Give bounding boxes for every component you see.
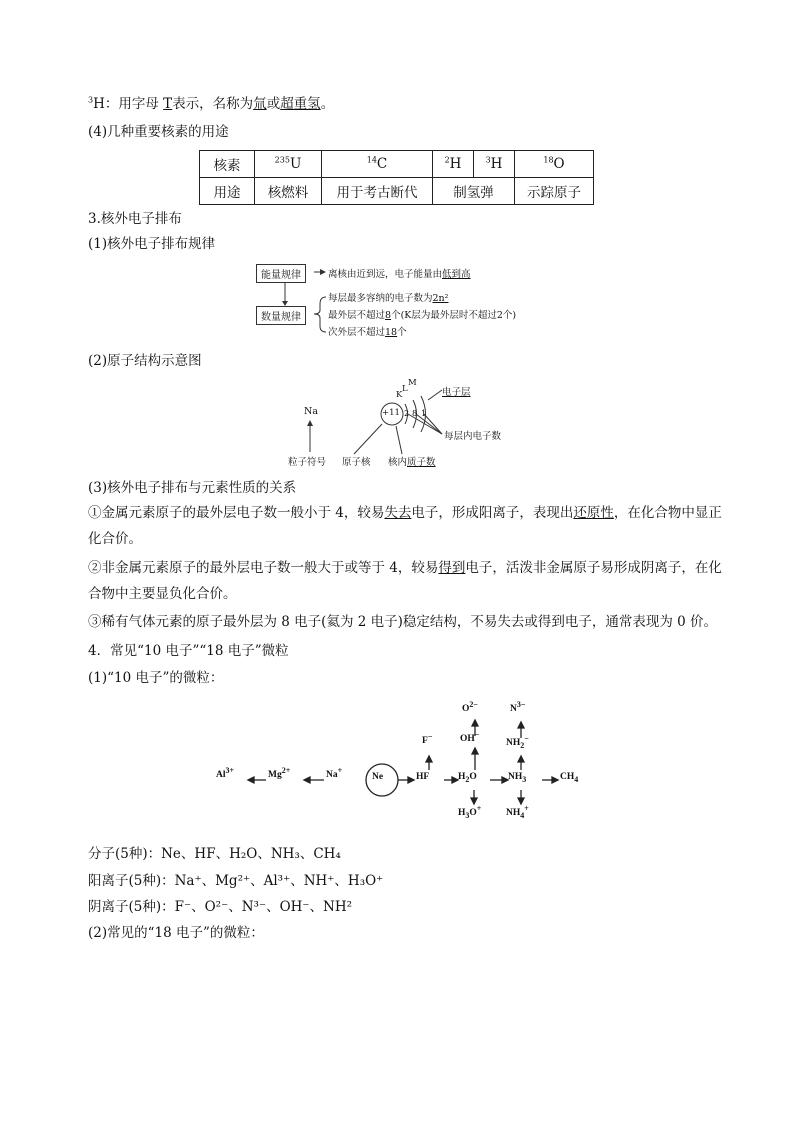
shell-label-l: L: [402, 384, 408, 394]
paragraph-metal: [88, 500, 722, 552]
f-ion: F−: [422, 731, 433, 746]
p1-text: 电子，形成阳离子，表现出: [411, 505, 574, 521]
electron-rules-diagram: [256, 262, 556, 342]
element-symbol: U: [289, 156, 302, 172]
mass-number: 235: [274, 155, 290, 165]
proton-count-label: [388, 454, 436, 468]
shell-m-count: 1: [421, 409, 427, 418]
mass-number: 14: [366, 155, 377, 165]
count-rule-box: 数量规律: [256, 306, 306, 325]
paragraph-nonmetal: [88, 555, 722, 607]
p2-underlined: 得到: [438, 560, 466, 576]
arrow-up-icon: [307, 420, 313, 426]
pointer-line: [424, 414, 442, 434]
o-ion: $O^{2-}$: [462, 699, 478, 714]
shell-l-count: 8: [412, 409, 418, 418]
section-3-2-title: (2)原子结构示意图: [88, 353, 202, 369]
count-rule-2: [328, 307, 516, 321]
mass-number: 18: [543, 155, 554, 165]
table-row: [200, 178, 594, 205]
mg-ion: $Mg^{2+}$: [268, 765, 291, 780]
table-cell: [255, 151, 322, 178]
oh-ion: OH−: [460, 729, 480, 744]
al-ion: $Al^{3+}$: [216, 765, 235, 780]
electron-layer-label: 电子层: [442, 387, 471, 398]
nh2-ion: $NH_2^-$: [506, 733, 529, 750]
table-cell: 核燃料: [255, 178, 322, 205]
cation-list: 阳离子(5种)：Na⁺、Mg²⁺、Al³⁺、NH⁺、H₃O⁺: [88, 873, 384, 889]
element-symbol: H: [490, 156, 503, 172]
table-cell: [322, 151, 433, 178]
mass-number: 2: [444, 155, 450, 165]
count-text: 个(K层为最外层时不超过2个): [391, 310, 517, 321]
proton-text-underlined: 质子数: [407, 457, 436, 468]
nh4-ion: $NH_4^+$: [506, 803, 529, 820]
count-text-underlined: 18: [385, 327, 398, 338]
section-3-title: 3.核外电子排布: [88, 211, 182, 227]
electrons-per-layer-label: 每层内电子数: [444, 431, 502, 442]
particle-symbol: Na: [304, 406, 318, 417]
section-3-3-title: (3)核外电子排布与元素性质的关系: [88, 480, 297, 496]
nucleus-charge: +11: [382, 408, 400, 418]
p2-text: 电子，活泼非金属原子易形成阴离子，在化合物中主要显负化合价。: [88, 560, 722, 602]
table-cell: [474, 151, 515, 178]
section-4b-title: 4．常见“10 电子”“18 电子”微粒: [88, 643, 289, 659]
table-cell: [515, 151, 594, 178]
count-rule-3: [328, 324, 407, 338]
count-rule-1: [328, 290, 449, 304]
tritium-text-c: 或: [266, 96, 281, 112]
energy-text-underlined: 低到高: [442, 269, 471, 280]
element-symbol: C: [376, 156, 388, 172]
mass-number: 3: [485, 155, 491, 165]
tritium-symbol: H: [93, 96, 105, 112]
brace-icon: [314, 297, 326, 332]
ten-electron-arrows: [212, 700, 592, 828]
tritium-name-2: 超重氢: [280, 96, 321, 112]
nuclide-usage-table: [199, 150, 594, 205]
shell-label-m: M: [408, 378, 417, 388]
element-symbol: H: [449, 156, 462, 172]
n-ion: $N^{3-}$: [510, 699, 526, 714]
energy-rule-box: 能量规律: [256, 264, 306, 283]
tritium-text-a: ：用字母: [104, 96, 159, 112]
ten-electron-diagram: [212, 700, 592, 828]
count-text-underlined: 8: [385, 310, 392, 321]
table-cell: 制氢弹: [433, 178, 515, 205]
anion-list: 阴离子(5种)：F⁻、O²⁻、N³⁻、OH⁻、NH²: [88, 899, 353, 915]
energy-rule-text: [328, 266, 471, 280]
p2-text: ②非金属元素原子的最外层电子数一般大于或等于 4，较易: [88, 560, 439, 576]
h3o-ion: $H_3O^+$: [458, 803, 482, 820]
pointer-line: [428, 390, 442, 400]
table-row: [200, 151, 594, 178]
table-head-use: 用途: [200, 178, 255, 205]
hf-molecule: HF: [416, 772, 430, 782]
pointer-line: [354, 424, 382, 454]
section-4b-2-title: (2)常见的“18 电子”的微粒：: [88, 925, 264, 941]
na-ion: Na+: [326, 765, 343, 780]
nucleus-label: 原子核: [342, 457, 371, 468]
arrow-right-icon: [320, 269, 326, 275]
ch4-molecule: $CH_4$: [560, 772, 579, 784]
count-text: 次外层不超过: [328, 327, 386, 338]
count-text: 最外层不超过: [328, 310, 386, 321]
shell-k-count: 2: [404, 409, 410, 418]
p1-text: ①金属元素原子的最外层电子数一般小于 4，较易: [88, 505, 385, 521]
table-cell: [433, 151, 474, 178]
count-text: 每层最多容纳的电子数为: [328, 293, 433, 304]
p1-text: ，在化合物中显正化合价。: [88, 505, 722, 547]
count-text-underlined: 2n²: [432, 293, 449, 304]
table-cell: 用于考古断代: [322, 178, 433, 205]
tritium-letter: T: [163, 96, 173, 112]
count-text: 个: [397, 327, 407, 338]
pointer-line: [396, 426, 402, 454]
tritium-text-d: 。: [320, 96, 335, 112]
tritium-mass: 3: [88, 95, 94, 105]
h2o-molecule: $H_2O$: [458, 772, 477, 784]
atom-structure-diagram: [284, 376, 544, 468]
tritium-name-1: 氚: [253, 96, 267, 112]
paragraph-noble-gas: ③稀有气体元素的原子最外层为 8 电子(氦为 2 电子)稳定结构，不易失去或得到电子，通常表现为 0 价。: [88, 614, 718, 630]
section-4b-1-title: (1)“10 电子”的微粒：: [88, 670, 224, 686]
p1-underlined: 失去: [384, 505, 412, 521]
tritium-line: [88, 96, 334, 112]
table-head-nuclide: 核素: [200, 151, 255, 178]
section-3-1-title: (1)核外电子排布规律: [88, 236, 216, 252]
pointer-line: [416, 414, 442, 434]
energy-text: 离核由近到远，电子能量由: [328, 269, 443, 280]
table-cell: 示踪原子: [515, 178, 594, 205]
p1-underlined: 还原性: [573, 505, 614, 521]
nh3-molecule: $NH_3$: [508, 772, 527, 784]
molecule-list: 分子(5种)：Ne、HF、H₂O、NH₃、CH₄: [88, 846, 341, 862]
element-symbol: O: [553, 156, 565, 172]
particle-symbol-label: 粒子符号: [288, 457, 327, 468]
section-4-title: (4)几种重要核素的用途: [88, 124, 229, 140]
proton-text: 核内: [388, 457, 408, 468]
ne-atom: Ne: [372, 772, 384, 782]
shell-label-k: K: [396, 390, 403, 400]
tritium-text-b: 表示，名称为: [172, 96, 254, 112]
